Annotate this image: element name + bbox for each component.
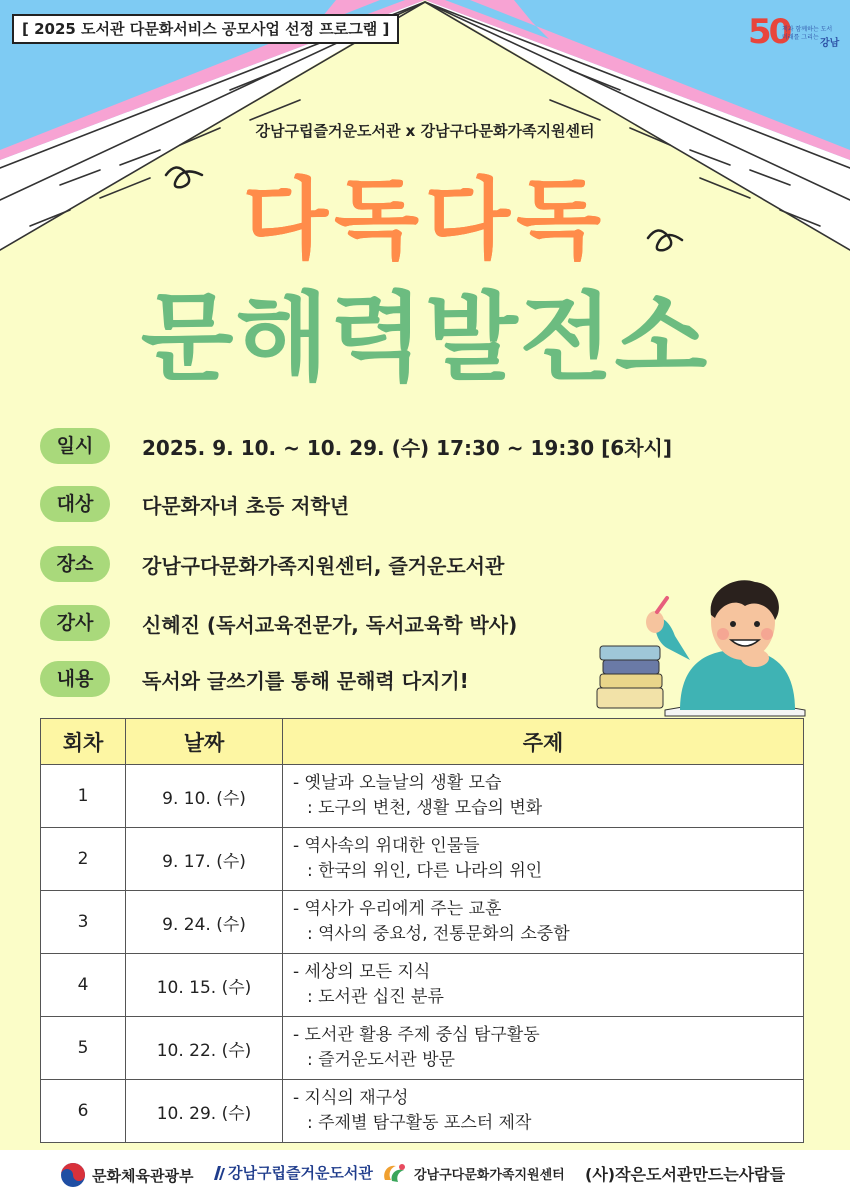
logo-number: 50: [748, 12, 790, 52]
table-row: [41, 1080, 804, 1143]
reading-boy-illustration: [595, 570, 810, 720]
title-line1: 다독다독: [242, 168, 608, 271]
topic-title: - 옛날과 오늘날의 생활 모습: [293, 773, 502, 793]
session-date: 9. 24. (수): [126, 891, 283, 954]
schedule-table: [40, 718, 804, 1143]
session-topic: [283, 828, 804, 891]
column-header-session: 회차: [41, 719, 126, 765]
topic-detail: : 역사의 중요성, 전통문화의 소중함: [307, 924, 570, 944]
topic-detail: : 한국의 위인, 다른 나라의 위인: [307, 861, 543, 881]
session-topic: [283, 765, 804, 828]
sponsor-footer: [0, 1150, 850, 1199]
partners-line: 강남구립즐거운도서관 x 강남구다문화가족지원센터: [255, 122, 595, 140]
column-header-date: 날짜: [126, 719, 283, 765]
topic-title: - 역사가 우리에게 주는 교훈: [293, 899, 502, 919]
sponsor-mcst: [60, 1162, 193, 1188]
table-row: [41, 765, 804, 828]
session-date: 10. 15. (수): [126, 954, 283, 1017]
topic-detail: : 즐거운도서관 방문: [307, 1050, 455, 1070]
info-label: 일시: [40, 428, 110, 464]
topic-title: - 세상의 모든 지식: [293, 962, 431, 982]
info-label: 대상: [40, 486, 110, 522]
session-number: 5: [41, 1017, 126, 1080]
session-number: 4: [41, 954, 126, 1017]
info-value: 다문화자녀 초등 저학년: [142, 493, 350, 518]
session-date: 10. 29. (수): [126, 1080, 283, 1143]
title-line2: 문해력발전소: [140, 282, 710, 394]
info-row-place: [40, 544, 504, 584]
info-row-target: [40, 484, 349, 524]
family-center-logo-icon: [382, 1162, 408, 1184]
session-number: 3: [41, 891, 126, 954]
info-row-datetime: [40, 426, 672, 466]
info-label: 강사: [40, 605, 110, 641]
info-value: 2025. 9. 10. ~ 10. 29. (수) 17:30 ~ 19:30 [6차시]: [142, 435, 672, 460]
table-row: [41, 891, 804, 954]
session-topic: [283, 954, 804, 1017]
session-topic: [283, 1017, 804, 1080]
info-value: 독서와 글쓰기를 통해 문해력 다지기!: [142, 668, 469, 693]
session-number: 1: [41, 765, 126, 828]
column-header-topic: 주제: [283, 719, 804, 765]
table-row: [41, 828, 804, 891]
session-date: 10. 22. (수): [126, 1017, 283, 1080]
sponsor-family-center: [382, 1162, 565, 1184]
topic-detail: : 도서관 십진 분류: [307, 987, 444, 1007]
taegeuk-icon: [60, 1162, 86, 1188]
session-date: 9. 17. (수): [126, 828, 283, 891]
sponsor-name: (사)작은도서관만드는사람들: [585, 1165, 786, 1184]
topic-title: - 지식의 재구성: [293, 1088, 409, 1108]
session-date: 9. 10. (수): [126, 765, 283, 828]
info-value: 강남구다문화가족지원센터, 즐거운도서관: [142, 553, 505, 578]
table-row: [41, 1017, 804, 1080]
sponsor-name: 강남구다문화가족지원센터: [414, 1167, 565, 1183]
topic-detail: : 도구의 변천, 생활 모습의 변화: [307, 798, 543, 818]
session-number: 6: [41, 1080, 126, 1143]
logo-region: 강남: [820, 38, 840, 49]
topic-detail: : 주제별 탐구활동 포스터 제작: [307, 1113, 532, 1133]
sponsor-library: [212, 1162, 373, 1183]
info-label: 장소: [40, 546, 110, 582]
sponsor-name: 문화체육관광부: [92, 1166, 194, 1185]
logo-caption: 책과 함께하는 도서 미래를 그리는: [782, 26, 833, 41]
info-value: 신혜진 (독서교육전문가, 독서교육학 박사): [142, 612, 518, 637]
topic-title: - 도서관 활용 주제 중심 탐구활동: [293, 1025, 540, 1045]
library-logo-icon: [212, 1164, 226, 1182]
gangnam-50-logo: [748, 12, 840, 54]
table-row: [41, 954, 804, 1017]
session-number: 2: [41, 828, 126, 891]
info-row-content: [40, 659, 469, 699]
topic-title: - 역사속의 위대한 인물들: [293, 836, 480, 856]
sponsor-name: 강남구립즐거운도서관: [228, 1164, 373, 1182]
info-row-instructor: [40, 603, 517, 643]
sponsor-small-library: [585, 1162, 785, 1185]
session-topic: [283, 1080, 804, 1143]
program-tag: [ 2025 도서관 다문화서비스 공모사업 선정 프로그램 ]: [12, 14, 399, 44]
session-topic: [283, 891, 804, 954]
table-header-row: [41, 719, 804, 765]
info-label: 내용: [40, 661, 110, 697]
